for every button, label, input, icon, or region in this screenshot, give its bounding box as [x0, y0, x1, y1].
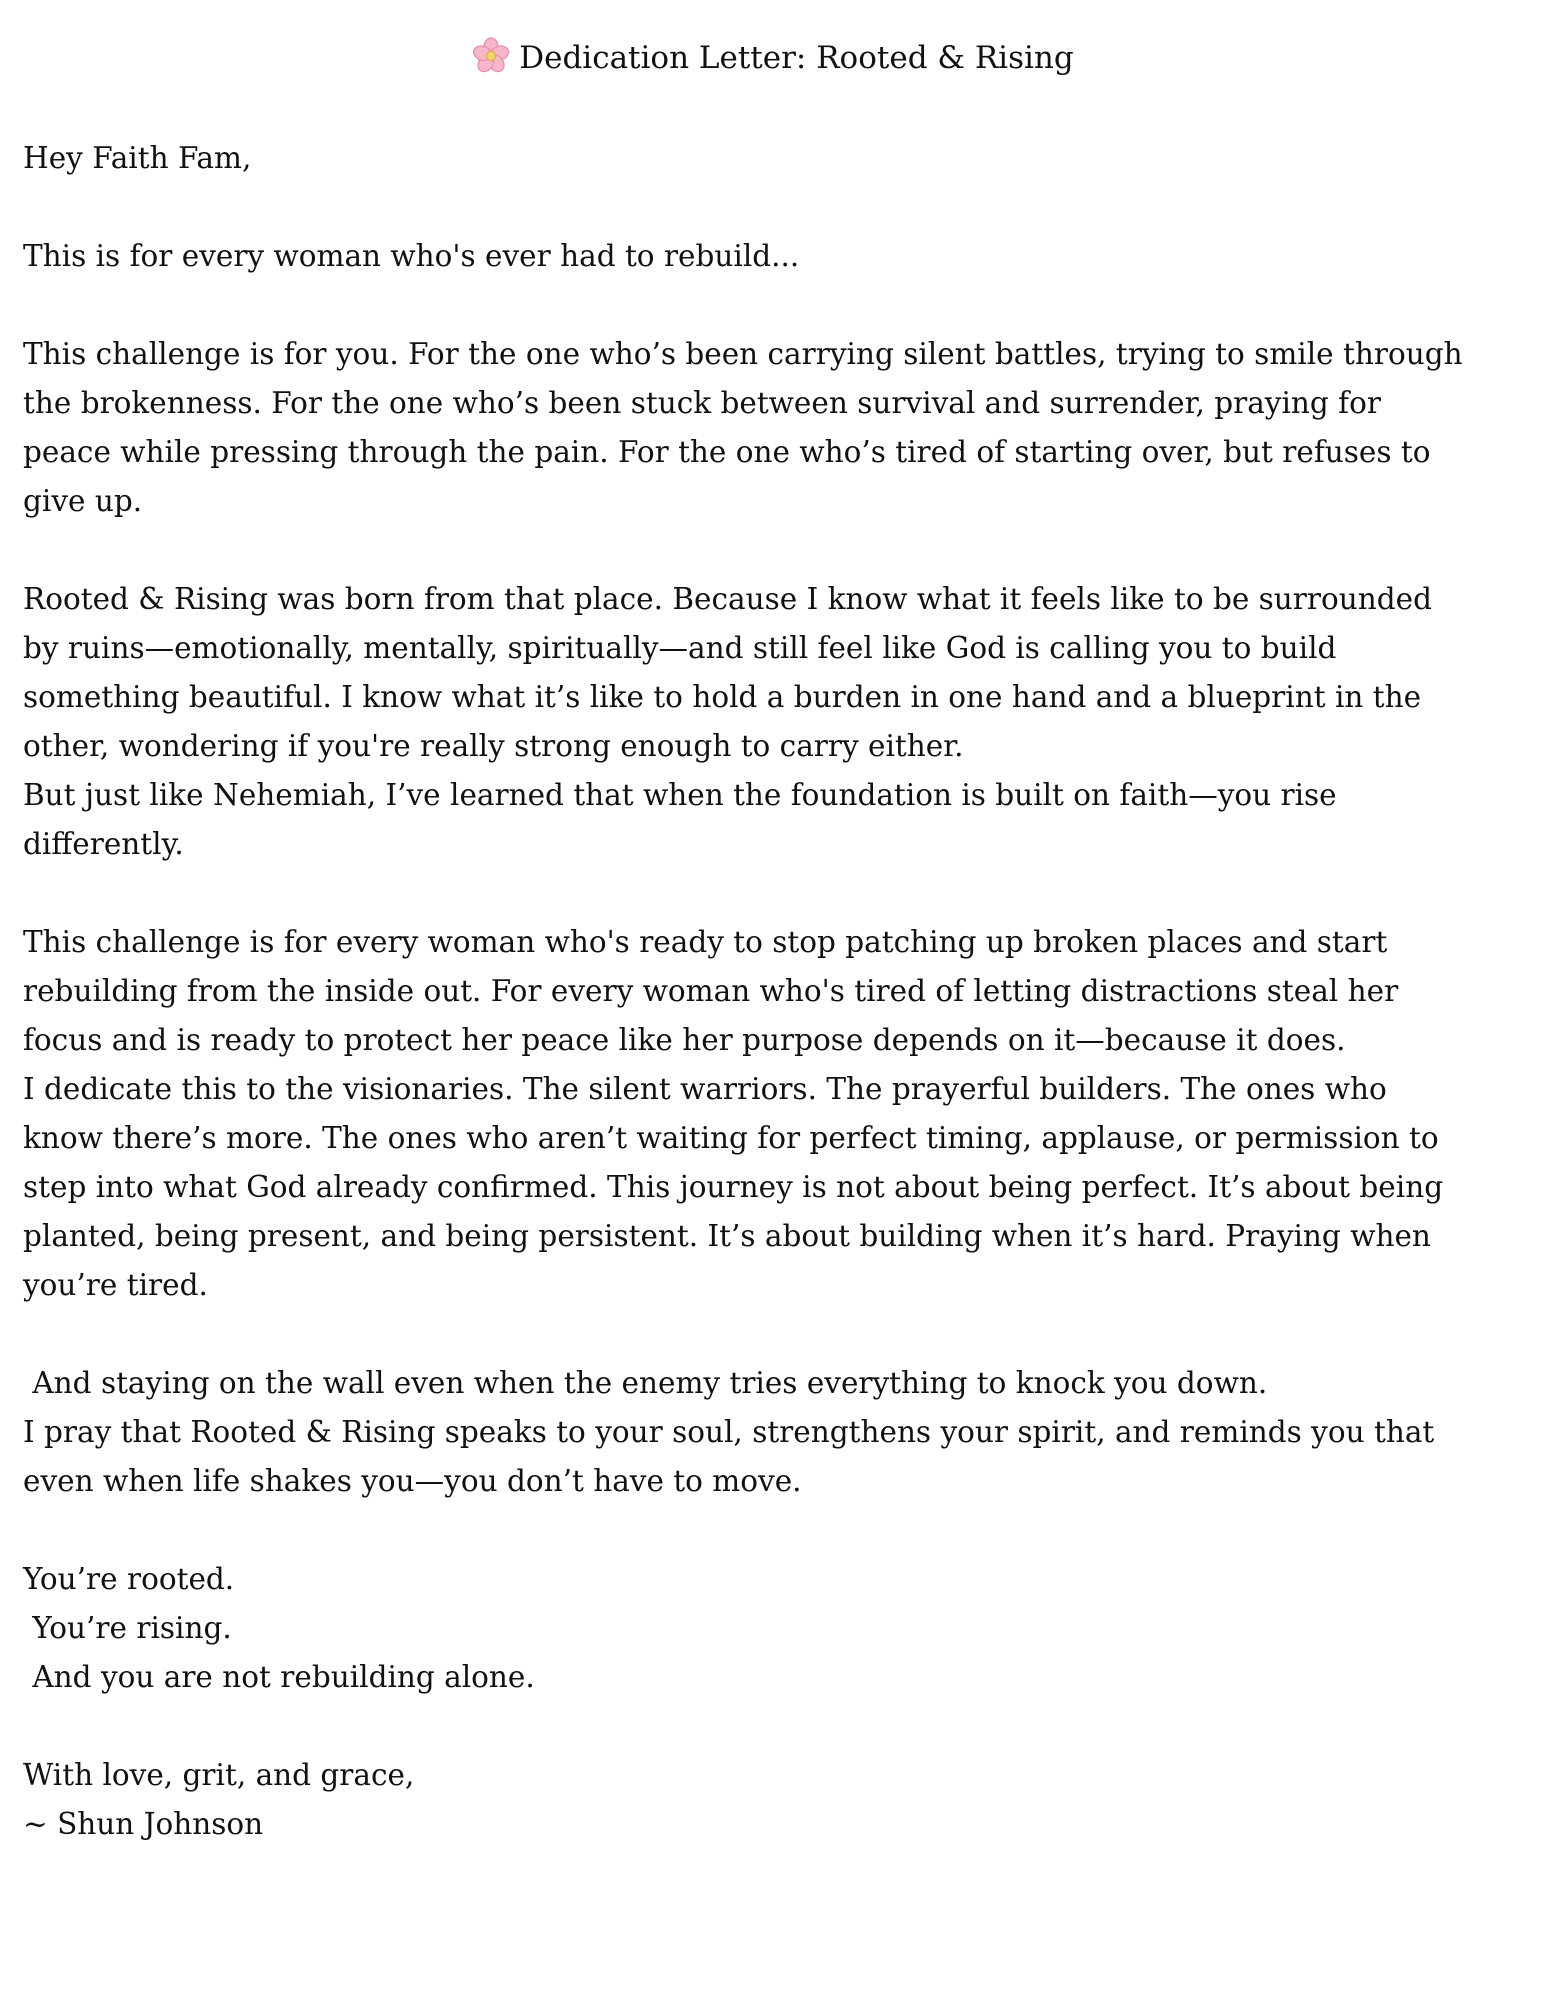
blank-line — [23, 1506, 1523, 1555]
blank-line — [23, 526, 1523, 575]
paragraph4-line: And staying on the wall even when the enemy tries everything to knock you down. — [23, 1366, 1268, 1400]
paragraph3-line: This challenge is for every woman who's ready to stop patching up broken places and start — [23, 925, 1388, 959]
affirmation-line: You’re rising. — [23, 1611, 232, 1645]
greeting: Hey Faith Fam, — [23, 141, 252, 175]
paragraph3-line: step into what God already confirmed. This journey is not about being perfect. It’s about being — [23, 1170, 1444, 1204]
paragraph4-line: I pray that Rooted & Rising speaks to your soul, strengthens your spirit, and reminds you that — [23, 1415, 1435, 1449]
paragraph3-line: I dedicate this to the visionaries. The silent warriors. The prayerful builders. The ones who — [23, 1072, 1387, 1106]
intro-line: This is for every woman who's ever had to rebuild... — [23, 239, 800, 273]
blank-line — [23, 1702, 1523, 1751]
paragraph2-line: differently. — [23, 827, 184, 861]
title-text: Dedication Letter: Rooted & Rising — [519, 40, 1074, 76]
paragraph2-line: other, wondering if you're really strong enough to carry either. — [23, 729, 964, 763]
paragraph3-line: know there’s more. The ones who aren’t waiting for perfect timing, applause, or permission to — [23, 1121, 1439, 1155]
paragraph4-line: even when life shakes you—you don’t have to move. — [23, 1464, 802, 1498]
paragraph1-line: give up. — [23, 484, 143, 518]
paragraph3-line: planted, being present, and being persistent. It’s about building when it’s hard. Praying when — [23, 1219, 1431, 1253]
affirmation-line: And you are not rebuilding alone. — [23, 1660, 535, 1694]
paragraph3-line: focus and is ready to protect her peace like her purpose depends on it—because it does. — [23, 1023, 1346, 1057]
blank-line — [23, 1310, 1523, 1359]
paragraph3-line: rebuilding from the inside out. For every woman who's tired of letting distractions steal her — [23, 974, 1399, 1008]
paragraph2-line: something beautiful. I know what it’s like to hold a burden in one hand and a blueprint in the — [23, 680, 1422, 714]
blank-line — [23, 281, 1523, 330]
paragraph2-line: by ruins—emotionally, mentally, spiritually—and still feel like God is calling you to build — [23, 631, 1337, 665]
affirmation-line: You’re rooted. — [23, 1562, 235, 1596]
paragraph2-line: But just like Nehemiah, I’ve learned that when the foundation is built on faith—you rise — [23, 778, 1337, 812]
closing-line: With love, grit, and grace, — [23, 1758, 415, 1792]
paragraph1-line: This challenge is for you. For the one who’s been carrying silent battles, trying to smile through — [23, 337, 1463, 371]
cherry-blossom-icon — [471, 36, 511, 76]
blank-line — [23, 869, 1523, 918]
signature: ~ Shun Johnson — [23, 1807, 264, 1841]
paragraph2-line: Rooted & Rising was born from that place. Because I know what it feels like to be surrounded — [23, 582, 1432, 616]
page-title — [0, 34, 1545, 82]
paragraph3-line: you’re tired. — [23, 1268, 208, 1302]
paragraph1-line: peace while pressing through the pain. For the one who’s tired of starting over, but refuses to — [23, 435, 1431, 469]
blank-line — [23, 183, 1523, 232]
letter-body — [23, 134, 1523, 1849]
paragraph1-line: the brokenness. For the one who’s been stuck between survival and surrender, praying for — [23, 386, 1381, 420]
